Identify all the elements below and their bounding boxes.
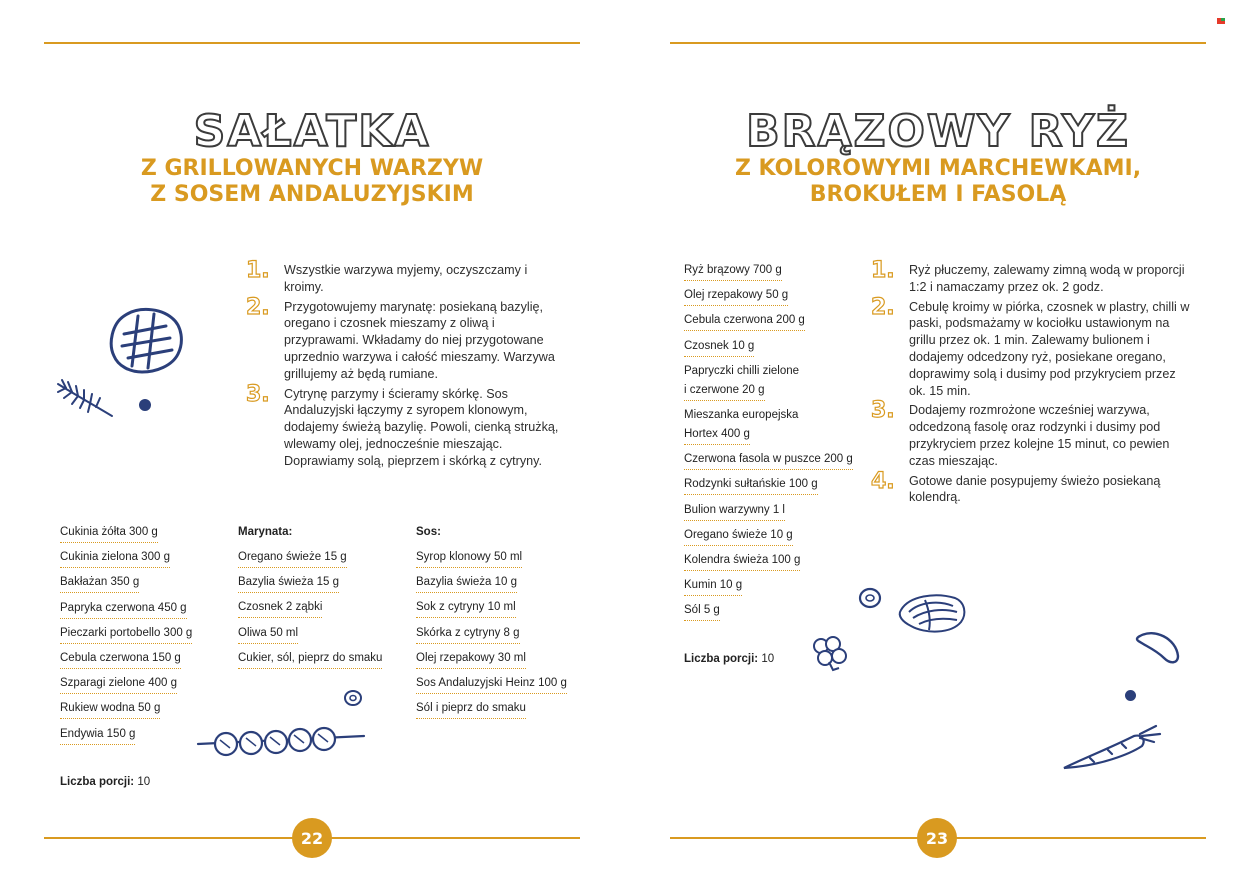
left-step-text: Wszystkie warzywa myjemy, oczyszczamy i kroimy. (284, 263, 528, 294)
ingredient-item: Cebula czerwona 200 g (684, 313, 853, 338)
ingredient-item: Kolendra świeża 100 g (684, 553, 853, 578)
left-title: SAŁATKA (193, 106, 431, 157)
right-step (871, 258, 1193, 296)
ingredient-item: Sok z cytryny 10 ml (416, 600, 567, 625)
servings-label: Liczba porcji: (60, 776, 135, 788)
right-steps (871, 258, 1193, 509)
chilli-slice-icon (1134, 628, 1184, 668)
right-title: BRĄZOWY RYŻ (746, 106, 1130, 157)
servings-label: Liczba porcji: (684, 653, 759, 665)
onion-icon (895, 590, 969, 636)
left-step-text: Przygotowujemy marynatę: posiekaną bazylię, oregano i czosnek mieszamy z oliwą i przyprawami. Wkładamy do niej przygotowane uprzednio warzywa i całość mieszamy. Warzywa grillujemy aż będą rumiane. (284, 299, 555, 381)
ingredient-item: Pieczarki portobello 300 g (60, 626, 192, 651)
right-step-text: Ryż płuczemy, zalewamy zimną wodą w proporcji 1:2 i namaczamy przez ok. 2 godz. (909, 263, 1185, 294)
ingredient-item: Sól i pieprz do smaku (416, 701, 567, 726)
carrot-icon (1060, 722, 1164, 774)
ingredient-item: Oregano świeże 15 g (238, 550, 382, 575)
rosemary-sprig-icon (54, 376, 118, 420)
peppercorn-dot (1125, 690, 1136, 701)
right-step-number: 2. (871, 294, 895, 320)
ingredient-item: Oregano świeże 10 g (684, 528, 853, 553)
left-steps (246, 258, 568, 473)
grill-glove-icon (102, 304, 192, 384)
right-step (871, 468, 1193, 507)
left-ingredients-list (60, 525, 192, 752)
olive-icon (342, 688, 364, 708)
right-step-number: 3. (871, 398, 895, 424)
ingredient-item: Papryczki chilli zielone (684, 364, 800, 377)
ingredient-item: Olej rzepakowy 30 ml (416, 651, 567, 676)
ingredient-item: Kumin 10 g (684, 578, 853, 603)
ingredient-item: Endywia 150 g (60, 727, 192, 752)
ingredient-item: i czerwone 20 g (684, 383, 853, 408)
top-rule-right (670, 42, 1206, 44)
ingredient-item: Skórka z cytryny 8 g (416, 626, 567, 651)
ingredient-item: Oliwa 50 ml (238, 626, 382, 651)
left-servings (60, 776, 150, 788)
left-step (246, 294, 568, 383)
marinade-list (238, 525, 382, 676)
ingredient-item: Cukinia zielona 300 g (60, 550, 192, 575)
right-step (871, 398, 1193, 469)
ingredient-item: Ryż brązowy 700 g (684, 263, 853, 288)
ingredient-item: Czosnek 10 g (684, 339, 853, 364)
ingredient-item: Cukier, sól, pieprz do smaku (238, 651, 382, 676)
servings-value: 10 (761, 653, 775, 665)
right-subtitle-line-2: BROKUŁEM I FASOLĄ (809, 182, 1067, 207)
ingredient-item: Rodzynki sułtańskie 100 g (684, 477, 853, 502)
left-step (246, 381, 568, 470)
ingredient-item: Szparagi zielone 400 g (60, 676, 192, 701)
ingredient-item: Syrop klonowy 50 ml (416, 550, 567, 575)
sauce-heading: Sos: (416, 526, 441, 538)
right-step (871, 294, 1193, 400)
ingredient-item: Rukiew wodna 50 g (60, 701, 192, 726)
ingredient-item: Cukinia żółta 300 g (60, 525, 192, 550)
vegetable-skewer-icon (196, 722, 368, 762)
ingredient-item: Hortex 400 g (684, 427, 853, 452)
ingredient-item: Bakłażan 350 g (60, 575, 192, 600)
ingredient-item: Sos Andaluzyjski Heinz 100 g (416, 676, 567, 701)
ingredient-item: Papryka czerwona 450 g (60, 601, 192, 626)
ingredient-item: Bazylia świeża 15 g (238, 575, 382, 600)
broccoli-icon (809, 634, 849, 674)
right-step-text: Dodajemy rozmrożone wcześniej warzywa, odcedzoną fasolę oraz rodzynki i dusimy pod przykryciem przez kolejne 15 minut, co pewien czas mieszając. (909, 403, 1170, 468)
marinade-heading: Marynata: (238, 526, 293, 538)
ingredient-item: Czosnek 2 ząbki (238, 600, 382, 625)
right-step-text: Gotowe danie posypujemy świeżo posiekaną kolendrą. (909, 473, 1161, 505)
right-step-text: Cebulę kroimy w piórka, czosnek w plastry, chilli w paski, podsmażamy w kociołku ustawionym na grillu przez ok. 1 min. Zalewamy bulionem i dodajemy odcedzony ryż, posiekane oregano, doprawimy solą i dusimy pod przykryciem przez ok. 15 min. (909, 299, 1190, 398)
ingredient-item: Olej rzepakowy 50 g (684, 288, 853, 313)
ingredient-item: Bulion warzywny 1 l (684, 503, 853, 528)
ingredient-item: Bazylia świeża 10 g (416, 575, 567, 600)
left-subtitle-line-2: Z SOSEM ANDALUZYJSKIM (150, 182, 474, 207)
left-step-number: 2. (246, 294, 270, 320)
servings-value: 10 (137, 776, 151, 788)
left-step-number: 1. (246, 258, 270, 283)
left-step-text: Cytrynę parzymy i ścieramy skórkę. Sos Andaluzyjski łączymy z syropem klonowym, dodajemy świeżą bazylię. Powoli, cienką strużką, wlewamy olej, jednocześnie mieszając. Doprawiamy solą, pieprzem i skórką z cytryny. (284, 386, 559, 468)
right-step-number: 1. (871, 258, 895, 283)
ingredient-item: Czerwona fasola w puszce 200 g (684, 452, 853, 477)
left-step (246, 258, 568, 296)
right-subtitle-line-1: Z KOLOROWYMI MARCHEWKAMI, (734, 156, 1142, 181)
olive-icon (857, 586, 883, 610)
left-step-number: 3. (246, 381, 270, 407)
right-ingredients-list (684, 263, 853, 628)
ingredient-item: Cebula czerwona 150 g (60, 651, 192, 676)
right-step-number: 4. (871, 468, 895, 494)
ingredient-item: Sól 5 g (684, 603, 853, 628)
top-rule-left (44, 42, 580, 44)
peppercorn-dot (139, 399, 151, 411)
ingredient-item: Mieszanka europejska (684, 408, 799, 421)
sauce-list (416, 525, 567, 726)
page-number-right: 23 (917, 818, 957, 858)
page-number-left: 22 (292, 818, 332, 858)
left-subtitle-line-1: Z GRILLOWANYCH WARZYW (140, 156, 484, 181)
right-servings (684, 653, 774, 665)
corner-mark (1217, 18, 1225, 24)
